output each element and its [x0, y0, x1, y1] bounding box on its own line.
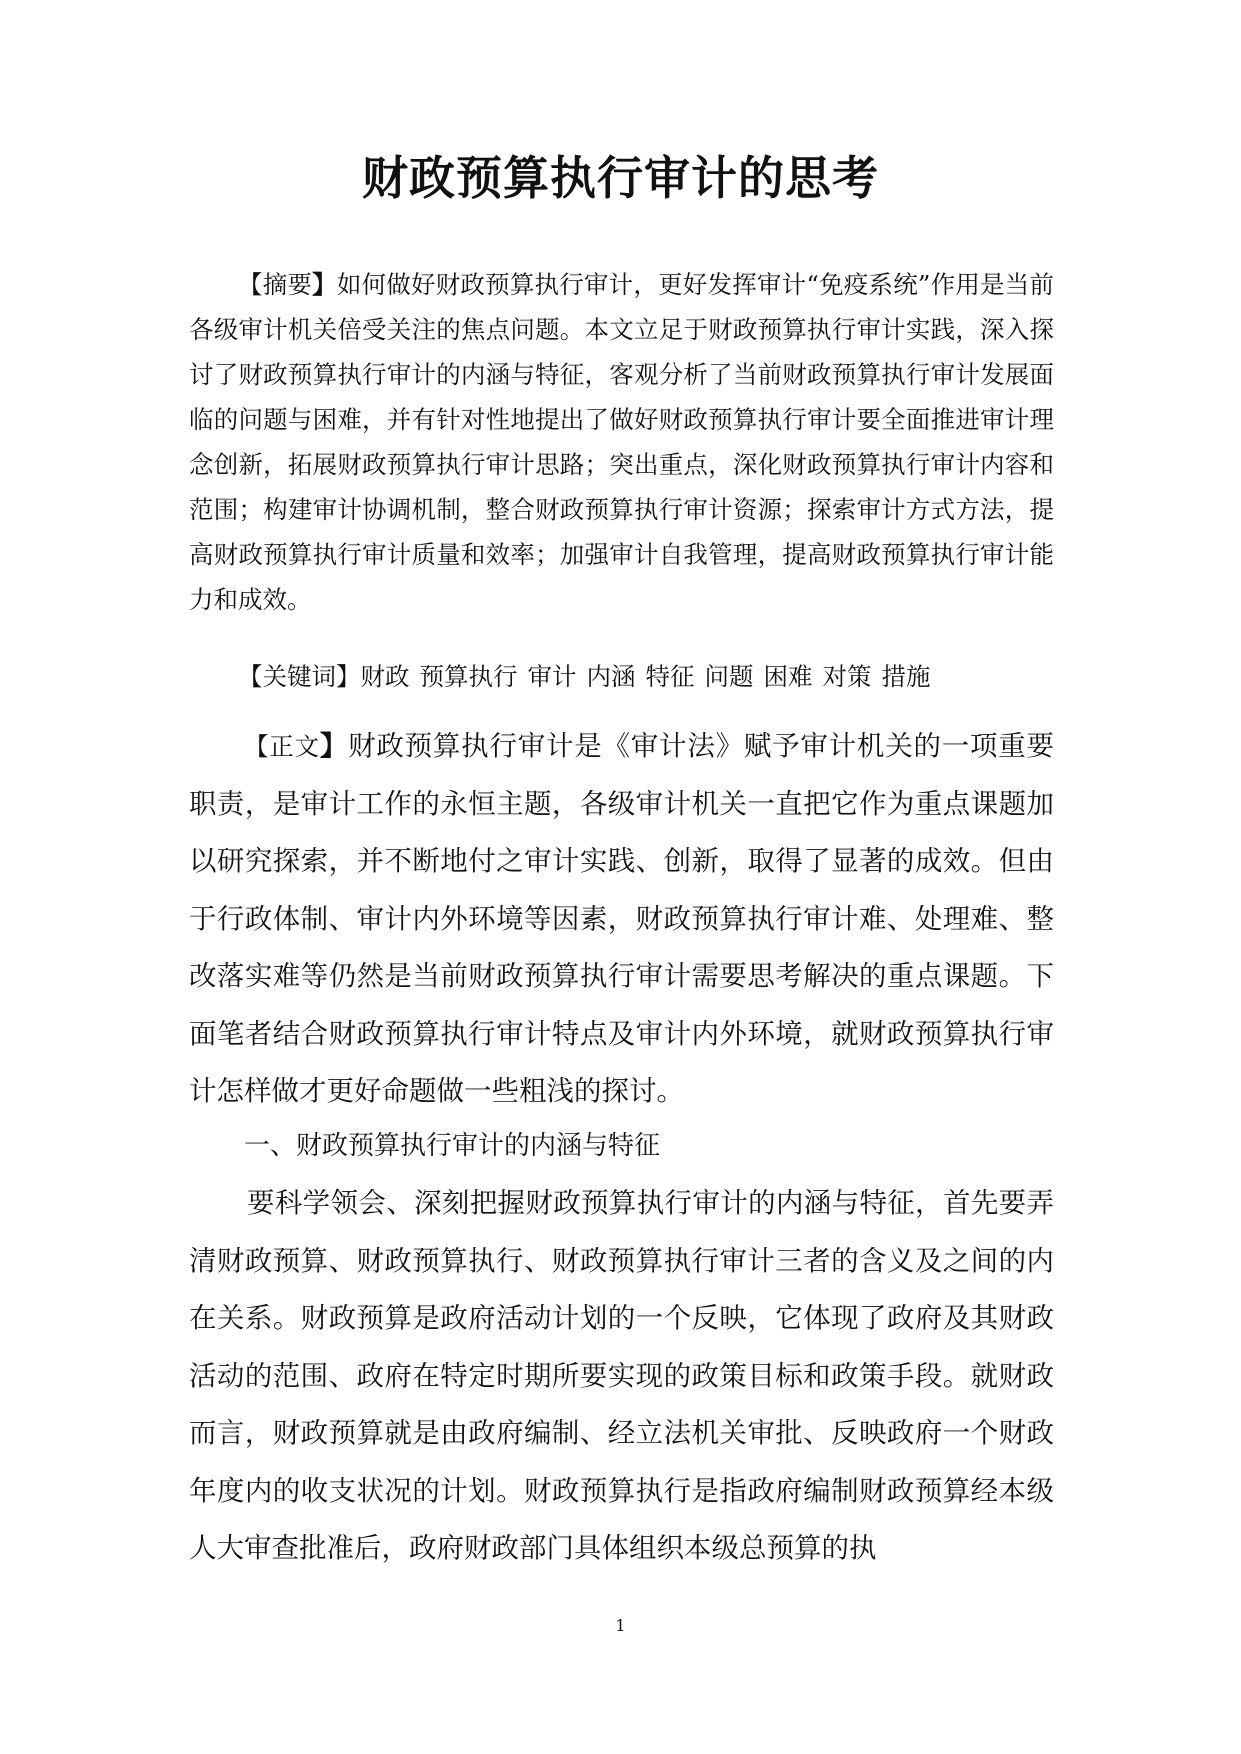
keywords-label: 【关键词】 — [238, 662, 361, 691]
keyword: 内涵 — [586, 662, 636, 691]
body-lead-close: 】 — [319, 730, 349, 762]
abstract-label-close: 】 — [312, 270, 337, 299]
document-title: 财政预算执行审计的思考 — [362, 151, 879, 205]
body-lead-label: 正文 — [269, 732, 320, 761]
abstract-text: 如何做好财政预算执行审计，更好发挥审计“免疫系统”作用是当前各级审计机关倍受关注的焦点问题。本文立足于财政预算执行审计实践，深入探讨了财政预算执行审计的内涵与特征，客观分析了当前财政预算执行审计发展面临的问题与困难，并有针对性地提出了做好财政预算执行审计要全面推进审计理念创新，拓展财政预算执行审计思路；突出重点，深化财政预算执行审计内容和范围；构建审计协调机制，整合财政预算执行审计资源；探索审计方式方法，提高财政预算执行审计质量和效率；加强审计自我管理，提高财政预算执行审计能力和成效。 — [189, 270, 1055, 614]
keywords-line — [189, 654, 1054, 699]
body-lead-open: 【 — [244, 732, 270, 761]
keyword: 审计 — [527, 662, 577, 691]
body-paragraph-2: 要科学领会、深刻把握财政预算执行审计的内涵与特征，首先要弄清财政预算、财政预算执行、财政预算执行审计三者的含义及之间的内在关系。财政预算是政府活动计划的一个反映，它体现了政府及其财政活动的范围、政府在特定时期所要实现的政策目标和政策手段。就财政而言，财政预算就是由政府编制、经立法机关审批、反映政府一个财政年度内的收支状况的计划。财政预算执行是指政府编制财政预算经本级人大审查批准后，政府财政部门具体组织本级总预算的执 — [189, 1187, 1054, 1564]
keyword: 困难 — [763, 662, 813, 691]
keyword: 预算执行 — [419, 662, 518, 691]
keyword: 特征 — [645, 662, 695, 691]
abstract-label: 摘要 — [262, 270, 313, 299]
abstract-label-open: 【 — [238, 270, 263, 299]
keyword: 对策 — [822, 662, 872, 691]
section-heading-1: 一、财政预算执行审计的内涵与特征 — [244, 1131, 661, 1161]
body-paragraph-1-text: 财政预算执行审计是《审计法》赋予审计机关的一项重要职责，是审计工作的永恒主题，各级审计机关一直把它作为重点课题加以研究探索，并不断地付之审计实践、创新，取得了显著的成效。但由于行政体制、审计内外环境等因素，财政预算执行审计难、处理难、整改落实难等仍然是当前财政预算执行审计需要思考解决的重点课题。下面笔者结合财政预算执行审计特点及审计内外环境，就财政预算执行审计怎样做才更好命题做一些粗浅的探讨。 — [189, 730, 1055, 1107]
page-number: 1 — [615, 1616, 626, 1635]
keyword: 措施 — [881, 662, 931, 691]
body-paragraph-1 — [189, 718, 1054, 1121]
keyword: 问题 — [704, 662, 754, 691]
abstract-paragraph — [189, 262, 1054, 622]
keyword: 财政 — [360, 662, 410, 691]
